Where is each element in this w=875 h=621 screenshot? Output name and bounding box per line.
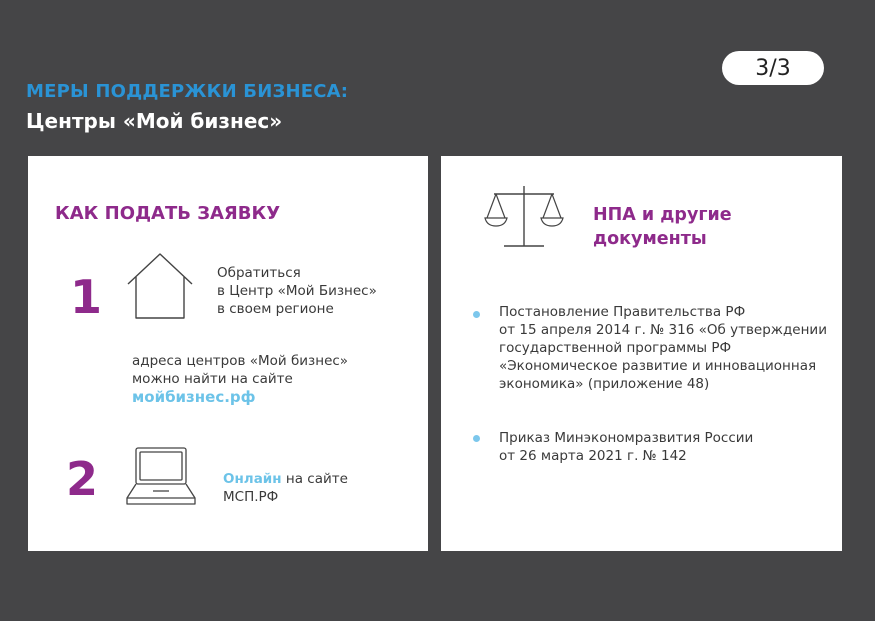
document-line: государственной программы РФ [499,340,732,356]
bullet-icon [473,435,480,442]
document-line: от 26 марта 2021 г. № 142 [499,448,687,464]
document-line: от 15 апреля 2014 г. № 316 «Об утверждении [499,322,827,338]
documents-card [441,156,842,551]
laptop-icon [126,447,196,509]
step-1-line: в Центр «Мой Бизнес» [217,283,377,299]
documents-title-line: документы [593,229,707,249]
how-to-apply-card [28,156,428,551]
page-indicator: 3/3 [722,51,824,85]
document-line: Приказ Минэкономразвития России [499,430,754,446]
step-1-line: в своем регионе [217,301,334,317]
scales-icon [484,184,564,256]
step-1-text [217,264,377,318]
step-1-number: 1 [70,270,103,324]
document-item [499,429,753,465]
header-eyebrow: МЕРЫ ПОДДЕРЖКИ БИЗНЕСА: [26,81,349,102]
moybiznes-link[interactable]: мойбизнес.рф [132,388,256,406]
document-line: Постановление Правительства РФ [499,304,746,320]
documents-title [593,203,732,251]
document-line: «Экономическое развитие и инновационная [499,358,817,374]
bullet-icon [473,311,480,318]
msp-site-label: МСП.РФ [223,489,279,505]
page-title: Центры «Мой бизнес» [26,109,283,133]
document-line: экономика» (приложение 48) [499,376,710,392]
step-2-number: 2 [66,452,99,506]
online-link[interactable]: Онлайн [223,471,282,487]
address-line: адреса центров «Мой бизнес» [132,353,349,369]
step-2-line-1-rest: на сайте [281,471,348,487]
address-info [132,352,348,406]
how-to-apply-title: КАК ПОДАТЬ ЗАЯВКУ [55,203,281,224]
documents-title-line: НПА и другие [593,205,732,225]
step-2-text [223,470,348,506]
step-1-line: Обратиться [217,265,301,281]
document-item [499,303,827,393]
step-2-line-1 [223,470,348,488]
address-line: можно найти на сайте [132,371,293,387]
house-icon [127,252,193,320]
